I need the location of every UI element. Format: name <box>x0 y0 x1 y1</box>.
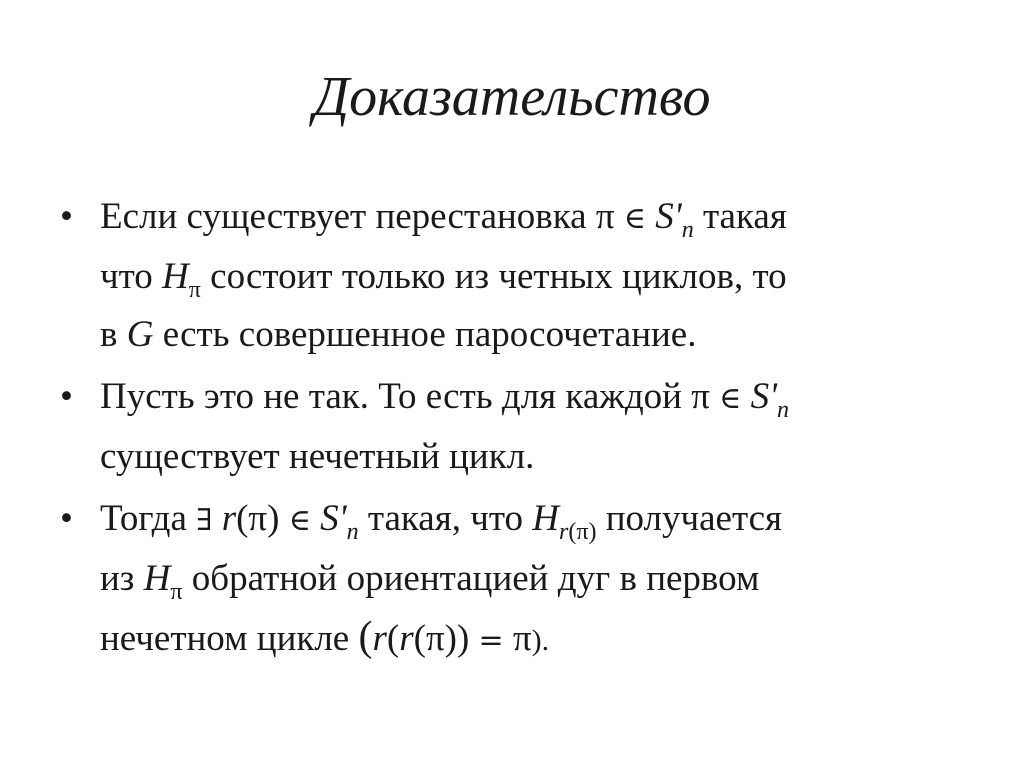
pi-symbol: π <box>512 618 532 659</box>
bullet-3-line-1 <box>100 490 980 550</box>
text: Тогда <box>100 498 187 539</box>
paren: ( <box>236 498 249 539</box>
element-of-symbol: ∈ <box>719 381 742 416</box>
bullet-item-2 <box>60 368 980 486</box>
element-of-symbol: ∈ <box>623 201 647 236</box>
text: состоит только из четных циклов, то <box>210 256 787 297</box>
bullet-1-line-2 <box>100 248 980 306</box>
equals-symbol: = <box>478 623 504 658</box>
bullet-1-line-3 <box>100 306 980 364</box>
bullet-2-line-1 <box>100 368 980 428</box>
bullet-2-line-2 <box>100 428 980 486</box>
bullet-3-line-2 <box>100 550 980 608</box>
bullet-1-line-1 <box>100 188 980 248</box>
math-r: r <box>399 618 414 659</box>
text: Пусть это не так. То есть для каждой <box>100 376 682 417</box>
text: такая, что <box>367 498 524 539</box>
text: из <box>100 558 135 599</box>
math-prime: ' <box>769 376 778 417</box>
pi-symbol: π <box>425 618 445 659</box>
bullet-item-3 <box>60 490 980 670</box>
math-sub-n: n <box>346 519 359 545</box>
text: Если существует перестановка <box>100 196 587 237</box>
math-H: H <box>532 498 560 539</box>
text: что <box>100 256 153 297</box>
bullet-marker: • <box>60 498 73 539</box>
math-sub-n: n <box>681 217 694 243</box>
bullet-marker: • <box>60 196 73 237</box>
pi-symbol: π <box>248 498 268 539</box>
math-sub-n: n <box>777 397 790 423</box>
math-S: S <box>655 196 674 237</box>
math-r: r <box>372 618 387 659</box>
text: в <box>100 314 118 355</box>
bullet-list <box>60 188 980 674</box>
text: нечетном цикле <box>100 618 350 659</box>
pi-symbol: π <box>595 196 615 237</box>
math-r: r <box>559 519 569 545</box>
paren: ( <box>358 614 373 660</box>
math-sub-r-pi: r(π) <box>559 519 597 545</box>
math-H: H <box>143 558 171 599</box>
math-sub-pi: π <box>188 277 201 303</box>
text: получается <box>605 498 783 539</box>
text: обратной ориентацией дуг в первом <box>191 558 760 599</box>
element-of-symbol: ∈ <box>288 503 311 538</box>
math-prime: ' <box>673 196 682 237</box>
math-H: H <box>162 256 189 297</box>
text: есть совершенное паросочетание. <box>162 314 697 355</box>
math-S: S <box>750 376 770 417</box>
math-prime: ' <box>338 498 347 539</box>
text: такая <box>702 196 787 237</box>
math-S: S <box>320 498 339 539</box>
exists-symbol: ∃ <box>196 503 213 538</box>
paren: ). <box>531 624 550 657</box>
math-sub-pi: π <box>170 579 183 605</box>
paren: ) <box>267 498 280 539</box>
pi-symbol: π <box>576 519 589 545</box>
math-G: G <box>126 314 154 355</box>
text: существует нечетный цикл. <box>100 436 535 477</box>
slide-title: Доказательство <box>313 66 711 128</box>
bullet-3-line-3: нечетном цикле (r(r(π)) = π). <box>100 614 550 660</box>
bullet-marker: • <box>60 376 73 417</box>
math-r: r <box>221 498 237 539</box>
bullet-item-1 <box>60 188 980 364</box>
pi-symbol: π <box>691 376 710 417</box>
